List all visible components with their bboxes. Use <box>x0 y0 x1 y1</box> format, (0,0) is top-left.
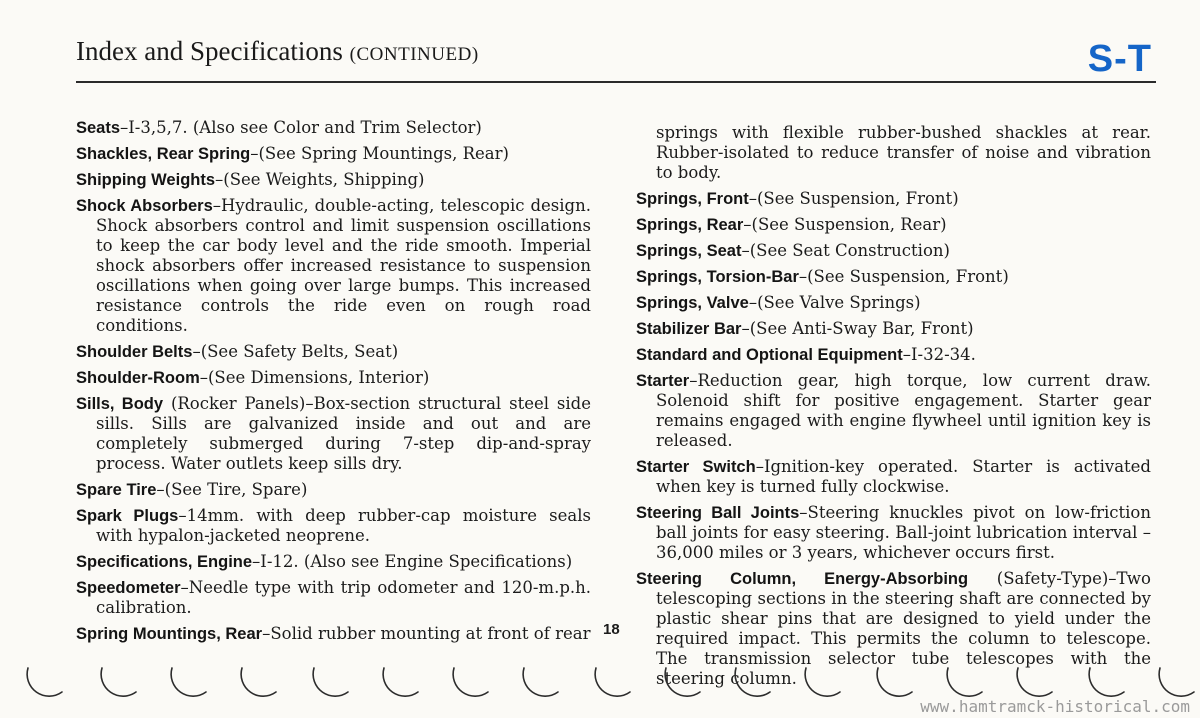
index-entry <box>76 578 591 618</box>
entry-text: –Hydraulic, double-acting, telescopic design. Shock absorbers control and limit suspension oscillations to keep the car body level and the ride smooth. Imperial shock absorbers offer increased resistance to suspension oscillations when going over large bumps. This increased resistance controls the ride even on rough road conditions. <box>96 196 591 335</box>
entry-term: Shackles, Rear Spring <box>76 145 251 163</box>
index-entry <box>636 503 1151 563</box>
binding-hole <box>947 668 982 696</box>
entry-term: Spring Mountings, Rear <box>76 625 263 643</box>
entry-text: (Safety-Type)–Two telescoping sections in the steering shaft are connected by plastic shear pins that are designed to yield under the required impact. This permits the column to telescope. The transmission selector tube telescopes with the steering column. <box>656 569 1151 688</box>
index-entry <box>636 267 1151 287</box>
index-entry <box>636 241 1151 261</box>
entry-text: –(See Weights, Shipping) <box>215 170 425 189</box>
index-entry <box>76 480 591 500</box>
left-column <box>76 118 591 650</box>
entry-text: (Rocker Panels)–Box-section structural steel side sills. Sills are galvanized inside and out and are completely submerged during 7-step dip-and-spray process. Water outlets keep sills dry. <box>96 394 591 473</box>
section-tab-label: S-T <box>1087 38 1152 80</box>
entry-text: –Needle type with trip odometer and 120-m.p.h. calibration. <box>96 578 591 617</box>
entry-text: –(See Safety Belts, Seat) <box>192 342 399 361</box>
binding-hole <box>313 668 348 696</box>
binding-hole <box>1017 668 1052 696</box>
right-column <box>636 123 1151 695</box>
entry-text: –Reduction gear, high torque, low current draw. Solenoid shift for positive engagement. Starter gear remains engaged with engine flywheel until ignition key is released. <box>656 371 1151 450</box>
entry-term: Spark Plugs <box>76 507 179 525</box>
entry-term: Seats <box>76 119 121 137</box>
entry-term: Springs, Valve <box>636 294 749 312</box>
index-entry <box>76 144 591 164</box>
entry-term: Stabilizer Bar <box>636 320 742 338</box>
entry-term: Starter <box>636 372 690 390</box>
page-title <box>76 36 479 67</box>
binding-hole <box>805 668 840 696</box>
continued-entry-text: springs with flexible rubber-bushed shackles at rear. Rubber-isolated to reduce transfer of noise and vibration to body. <box>656 123 1151 182</box>
index-entry <box>636 189 1151 209</box>
binding-hole <box>523 668 558 696</box>
entry-text: –(See Anti-Sway Bar, Front) <box>741 319 974 338</box>
entry-text: –(See Seat Construction) <box>741 241 950 260</box>
entry-text: –(See Suspension, Front) <box>748 189 959 208</box>
index-entry <box>636 319 1151 339</box>
entry-term: Springs, Front <box>636 190 749 208</box>
page-number: 18 <box>603 621 620 638</box>
index-entry <box>76 196 591 336</box>
entry-term: Sills, Body <box>76 395 164 413</box>
index-entry <box>636 293 1151 313</box>
entry-text: –Steering knuckles pivot on low-friction ball joints for easy steering. Ball-joint lubrication interval – 36,000 miles or 3 years, whichever occurs first. <box>656 503 1151 562</box>
entry-term: Springs, Seat <box>636 242 742 260</box>
entry-term: Shock Absorbers <box>76 197 213 215</box>
entry-text: –I-32-34. <box>902 345 976 364</box>
entry-text: –(See Suspension, Rear) <box>743 215 947 234</box>
entry-text: –I-3,5,7. (Also see Color and Trim Selector) <box>120 118 482 137</box>
entry-term: Standard and Optional Equipment <box>636 346 903 364</box>
binding-hole <box>383 668 418 696</box>
index-entry <box>76 624 591 644</box>
header-divider <box>76 81 1156 83</box>
entry-term: Speedometer <box>76 579 181 597</box>
entry-text: –Solid rubber mounting at front of rear <box>262 624 591 643</box>
index-entry <box>76 342 591 362</box>
entry-text: –(See Dimensions, Interior) <box>199 368 430 387</box>
binding-hole <box>1159 668 1194 696</box>
binding-hole <box>27 668 62 696</box>
entry-text: –(See Valve Springs) <box>748 293 921 312</box>
entry-text: –(See Suspension, Front) <box>798 267 1009 286</box>
index-entry <box>636 345 1151 365</box>
entry-text: –Ignition-key operated. Starter is activated when key is turned fully clockwise. <box>656 457 1151 496</box>
entry-term: Specifications, Engine <box>76 553 253 571</box>
entry-term: Spare Tire <box>76 481 157 499</box>
entry-term: Springs, Torsion-Bar <box>636 268 799 286</box>
entry-text: –(See Spring Mountings, Rear) <box>250 144 509 163</box>
index-entry <box>636 215 1151 235</box>
binding-hole <box>735 668 770 696</box>
binding-hole <box>877 668 912 696</box>
index-entry <box>636 457 1151 497</box>
index-entry <box>76 506 591 546</box>
entry-term: Starter Switch <box>636 458 756 476</box>
entry-text: –(See Tire, Spare) <box>156 480 308 499</box>
entry-term: Steering Ball Joints <box>636 504 800 522</box>
entry-text: –I-12. (Also see Engine Specifications) <box>252 552 573 571</box>
index-entry <box>636 371 1151 451</box>
binding-hole <box>665 668 700 696</box>
binding-hole <box>1089 668 1124 696</box>
index-entry <box>76 170 591 190</box>
continued-label: (CONTINUED) <box>349 44 479 65</box>
binding-hole <box>241 668 276 696</box>
entry-term: Shipping Weights <box>76 171 216 189</box>
entry-term: Shoulder-Room <box>76 369 200 387</box>
index-entry <box>76 552 591 572</box>
entry-term: Shoulder Belts <box>76 343 193 361</box>
binding-hole <box>453 668 488 696</box>
entry-term: Steering Column, Energy-Absorbing <box>636 570 969 588</box>
entry-text: –14mm. with deep rubber-cap moisture seals with hypalon-jacketed neoprene. <box>96 506 591 545</box>
index-entry <box>76 118 591 138</box>
watermark: www.hamtramck-historical.com <box>920 697 1190 716</box>
index-entry <box>76 368 591 388</box>
index-entry <box>76 394 591 474</box>
binding-hole <box>595 668 630 696</box>
page-title-text: Index and Specifications <box>76 36 343 66</box>
binding-hole <box>171 668 206 696</box>
entry-term: Springs, Rear <box>636 216 744 234</box>
binding-hole <box>101 668 136 696</box>
